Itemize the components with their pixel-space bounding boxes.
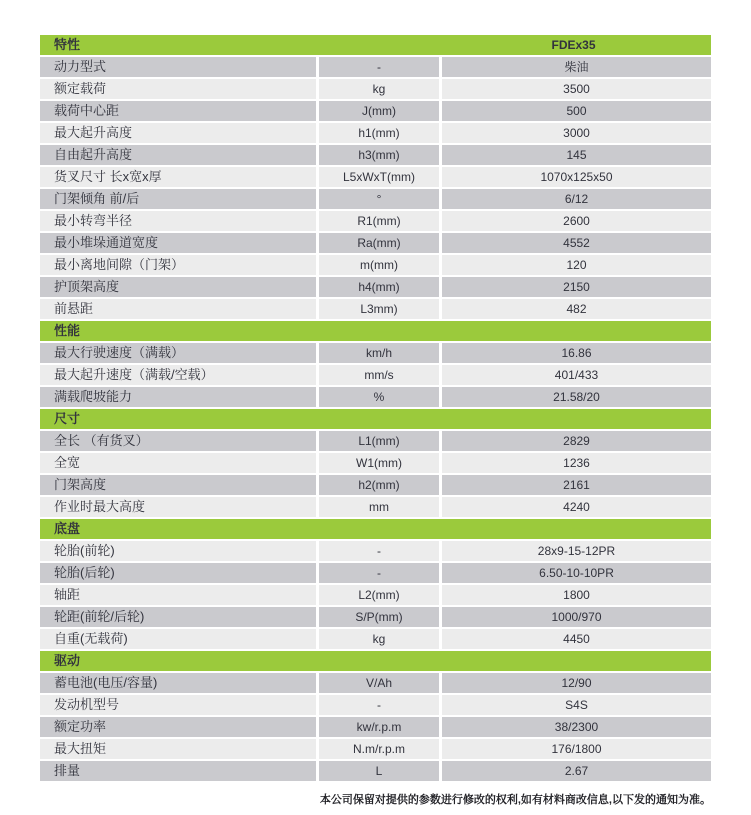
spec-value-cell: 1236 (442, 453, 711, 473)
spec-label-cell: 最大起升速度（满载/空载） (40, 365, 316, 385)
spec-value-cell: 120 (442, 255, 711, 275)
spec-value-cell: 4450 (442, 629, 711, 649)
spec-label-cell: 最小堆垛通道宽度 (40, 233, 316, 253)
table-row (40, 387, 711, 407)
spec-label-cell: 发动机型号 (40, 695, 316, 715)
spec-unit-cell: L3mm) (319, 299, 439, 319)
spec-value-cell: 482 (442, 299, 711, 319)
spec-unit-cell: m(mm) (319, 255, 439, 275)
spec-unit-cell: ° (319, 189, 439, 209)
table-row (40, 189, 711, 209)
table-row (40, 761, 711, 781)
spec-value-cell: 6.50-10-10PR (442, 563, 711, 583)
table-row (40, 585, 711, 605)
spec-label-cell: 满载爬坡能力 (40, 387, 316, 407)
table-row (40, 695, 711, 715)
spec-label-cell: 排量 (40, 761, 316, 781)
table-row (40, 541, 711, 561)
feature-column-header: 特性 (54, 37, 81, 52)
spec-label-cell: 最小离地间隙（门架） (40, 255, 316, 275)
table-row (40, 673, 711, 693)
spec-unit-cell: - (319, 541, 439, 561)
table-row (40, 79, 711, 99)
spec-label-cell: 轴距 (40, 585, 316, 605)
spec-value-cell: 6/12 (442, 189, 711, 209)
spec-unit-cell: h3(mm) (319, 145, 439, 165)
table-row (40, 365, 711, 385)
section-title: 底盘 (54, 521, 81, 536)
spec-label-cell: 自重(无载荷) (40, 629, 316, 649)
spec-unit-cell: W1(mm) (319, 453, 439, 473)
section-title: 尺寸 (54, 411, 81, 426)
spec-label-cell: 门架倾角 前/后 (40, 189, 316, 209)
spec-label-cell: 作业时最大高度 (40, 497, 316, 517)
spec-unit-cell: - (319, 695, 439, 715)
spec-label-cell: 最大行驶速度（满载） (40, 343, 316, 363)
spec-value-cell: 柴油 (442, 57, 711, 77)
spec-value-cell: 500 (442, 101, 711, 121)
table-row (40, 145, 711, 165)
spec-value-cell: 2600 (442, 211, 711, 231)
spec-unit-cell: L5xWxT(mm) (319, 167, 439, 187)
spec-label-cell: 门架高度 (40, 475, 316, 495)
table-row (40, 563, 711, 583)
spec-unit-cell: N.m/r.p.m (319, 739, 439, 759)
spec-label-cell: 全宽 (40, 453, 316, 473)
spec-value-cell: 176/1800 (442, 739, 711, 759)
spec-label-cell: 货叉尺寸 长x宽x厚 (40, 167, 316, 187)
table-body (40, 57, 711, 781)
table-row (40, 123, 711, 143)
table-row (40, 343, 711, 363)
spec-label-cell: 额定功率 (40, 717, 316, 737)
section-header (40, 409, 711, 429)
spec-unit-cell: - (319, 563, 439, 583)
spec-value-cell: 21.58/20 (442, 387, 711, 407)
spec-unit-cell: Ra(mm) (319, 233, 439, 253)
spec-value-cell: 2829 (442, 431, 711, 451)
spec-unit-cell: km/h (319, 343, 439, 363)
spec-value-cell: 3000 (442, 123, 711, 143)
spec-value-cell: 3500 (442, 79, 711, 99)
spec-unit-cell: L2(mm) (319, 585, 439, 605)
spec-label-cell: 载荷中心距 (40, 101, 316, 121)
spec-unit-cell: L (319, 761, 439, 781)
table-row (40, 57, 711, 77)
spec-unit-cell: J(mm) (319, 101, 439, 121)
spec-value-cell: 1000/970 (442, 607, 711, 627)
table-row (40, 277, 711, 297)
table-row (40, 739, 711, 759)
spec-unit-cell: V/Ah (319, 673, 439, 693)
spec-unit-cell: % (319, 387, 439, 407)
table-row (40, 101, 711, 121)
spec-value-cell: 401/433 (442, 365, 711, 385)
spec-value-cell: 2.67 (442, 761, 711, 781)
table-row (40, 607, 711, 627)
spec-unit-cell: h2(mm) (319, 475, 439, 495)
table-row (40, 431, 711, 451)
table-row (40, 167, 711, 187)
spec-value-cell: 1800 (442, 585, 711, 605)
table-row (40, 629, 711, 649)
spec-label-cell: 护顶架高度 (40, 277, 316, 297)
table-row (40, 475, 711, 495)
spec-label-cell: 轮胎(后轮) (40, 563, 316, 583)
table-row (40, 497, 711, 517)
spec-label-cell: 最大扭矩 (40, 739, 316, 759)
spec-value-cell: 2150 (442, 277, 711, 297)
spec-label-cell: 额定载荷 (40, 79, 316, 99)
table-row (40, 717, 711, 737)
spec-label-cell: 全长 （有货叉） (40, 431, 316, 451)
spec-label-cell: 前悬距 (40, 299, 316, 319)
spec-label-cell: 自由起升高度 (40, 145, 316, 165)
spec-label-cell: 轮胎(前轮) (40, 541, 316, 561)
spec-unit-cell: h4(mm) (319, 277, 439, 297)
spec-unit-cell: S/P(mm) (319, 607, 439, 627)
spec-unit-cell: kg (319, 629, 439, 649)
spec-unit-cell: kg (319, 79, 439, 99)
spec-value-cell: 4552 (442, 233, 711, 253)
spec-value-cell: 4240 (442, 497, 711, 517)
table-row (40, 453, 711, 473)
spec-unit-cell: - (319, 57, 439, 77)
spec-unit-cell: L1(mm) (319, 431, 439, 451)
model-column-header: FDEx35 (551, 38, 596, 52)
spec-label-cell: 蓄电池(电压/容量) (40, 673, 316, 693)
table-header-row (40, 35, 711, 55)
spec-value-cell: 12/90 (442, 673, 711, 693)
unit-column-header (316, 35, 436, 55)
spec-label-cell: 最小转弯半径 (40, 211, 316, 231)
section-title: 性能 (54, 323, 81, 338)
table-row (40, 255, 711, 275)
section-title: 驱动 (54, 653, 81, 668)
spec-unit-cell: R1(mm) (319, 211, 439, 231)
table-row (40, 299, 711, 319)
section-header (40, 651, 711, 671)
spec-value-cell: S4S (442, 695, 711, 715)
spec-value-cell: 2161 (442, 475, 711, 495)
spec-unit-cell: kw/r.p.m (319, 717, 439, 737)
spec-label-cell: 轮距(前轮/后轮) (40, 607, 316, 627)
footnote: 本公司保留对提供的参数进行修改的权利,如有材料商改信息,以下发的通知为准。 (319, 794, 711, 806)
section-header (40, 519, 711, 539)
table-row (40, 211, 711, 231)
spec-table (40, 35, 711, 783)
section-header (40, 321, 711, 341)
table-row (40, 233, 711, 253)
spec-value-cell: 28x9-15-12PR (442, 541, 711, 561)
spec-value-cell: 1070x125x50 (442, 167, 711, 187)
spec-value-cell: 16.86 (442, 343, 711, 363)
spec-label-cell: 最大起升高度 (40, 123, 316, 143)
spec-value-cell: 145 (442, 145, 711, 165)
spec-unit-cell: mm (319, 497, 439, 517)
spec-unit-cell: h1(mm) (319, 123, 439, 143)
spec-value-cell: 38/2300 (442, 717, 711, 737)
spec-label-cell: 动力型式 (40, 57, 316, 77)
spec-unit-cell: mm/s (319, 365, 439, 385)
